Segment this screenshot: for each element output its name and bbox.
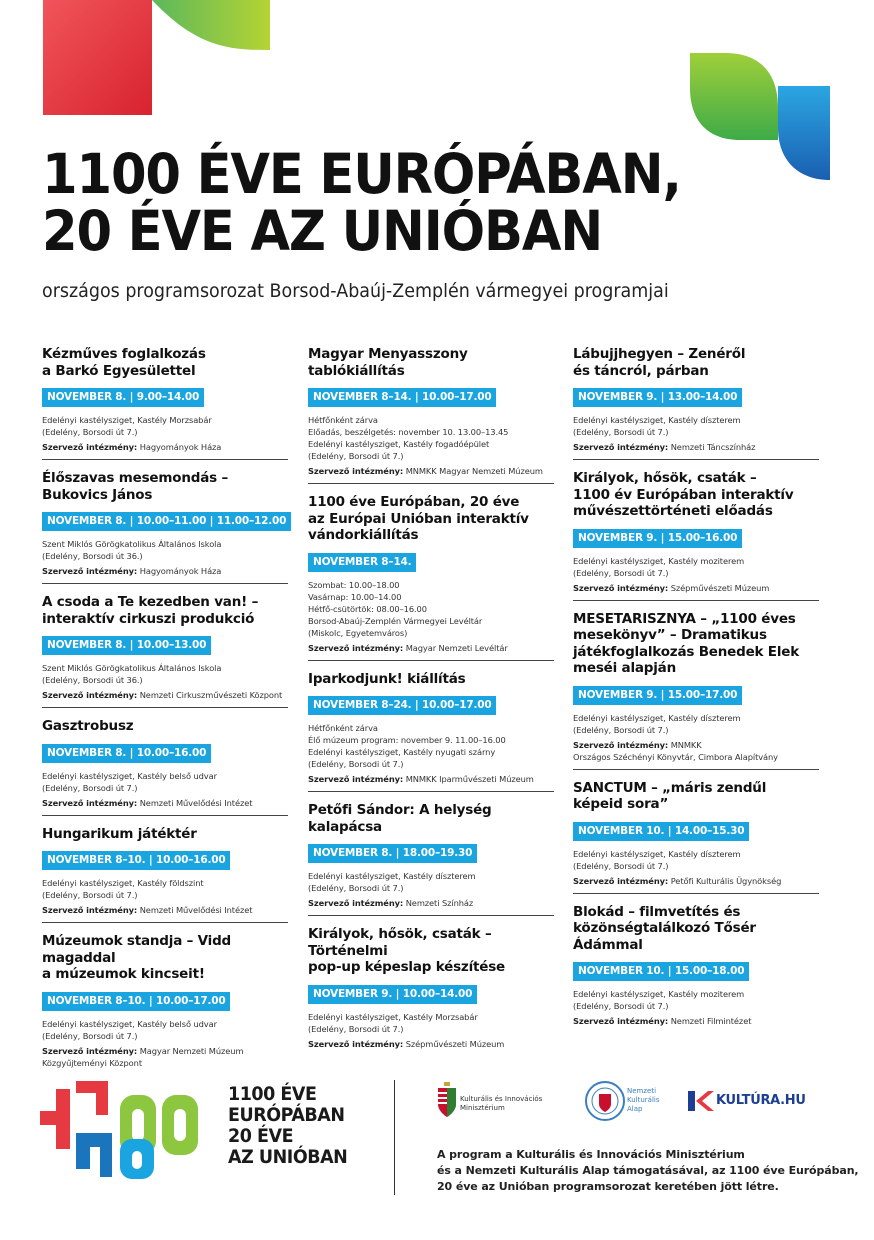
organizer-name: Szépművészeti Múzeum bbox=[405, 1038, 505, 1049]
program-column-1 bbox=[42, 346, 288, 1085]
event-location: Hétfőnként zárva Élő múzeum program: november 9. 11.00–16.00 Edelényi kastélysziget, Kastély nyugati szárny (Edelény, Borsodi út 7.) bbox=[308, 723, 506, 769]
corner-decoration-top-left bbox=[0, 0, 270, 115]
organizer-name: Nemzeti Filmintézet bbox=[670, 1016, 752, 1026]
event-item bbox=[42, 470, 288, 584]
event-item bbox=[573, 470, 819, 601]
event-title: Iparkodjunk! kiállítás bbox=[308, 670, 466, 687]
event-item bbox=[42, 826, 288, 924]
event-item bbox=[42, 346, 288, 460]
event-date-badge: NOVEMBER 9. | 10.00–14.00 bbox=[308, 985, 477, 1004]
event-date-badge: NOVEMBER 9. | 13.00–14.00 bbox=[573, 388, 742, 407]
event-title: Gasztrobusz bbox=[42, 718, 134, 734]
organizer-label: Szervező intézmény: bbox=[573, 582, 669, 593]
organizer-label: Szervező intézmény: bbox=[573, 739, 669, 750]
program-column-2 bbox=[308, 346, 554, 1066]
organizer-name: Hagyományok Háza bbox=[139, 442, 222, 452]
event-item bbox=[308, 346, 554, 484]
program-column-3 bbox=[573, 346, 819, 1043]
event-date-badge: NOVEMBER 8–24. | 10.00–17.00 bbox=[308, 696, 496, 715]
organizer-label: Szervező intézmény: bbox=[308, 466, 404, 476]
event-location: Szent Miklós Görögkatolikus Általános Iskola (Edelény, Borsodi út 36.) bbox=[42, 539, 222, 561]
event-date-badge: NOVEMBER 8–14. | 10.00–17.00 bbox=[308, 388, 496, 407]
event-date-badge: NOVEMBER 8–10. | 10.00–17.00 bbox=[42, 992, 230, 1011]
organizer-label: Szervező intézmény: bbox=[42, 690, 138, 700]
coat-of-arms-icon bbox=[437, 1082, 457, 1118]
event-item bbox=[573, 780, 819, 894]
kultura-logo-text: KULTÚRA.HU bbox=[716, 1093, 806, 1108]
organizer-label: Szervező intézmény: bbox=[573, 1016, 669, 1026]
page-title bbox=[42, 142, 681, 263]
organizer-label: Szervező intézmény: bbox=[573, 442, 669, 452]
event-item bbox=[308, 671, 554, 793]
organizer-name: Nemzeti Művelődési Intézet bbox=[139, 797, 253, 808]
event-organizer bbox=[308, 1038, 554, 1050]
event-title: Petőfi Sándor: A helység kalapácsa bbox=[308, 802, 492, 835]
organizer-name: Nemzeti Táncszínház bbox=[670, 442, 756, 452]
organizer-name: MNMKK Magyar Nemzeti Múzeum bbox=[405, 466, 543, 476]
event-title: 1100 éve Európában, 20 éve az Európai Unióban interaktív vándorkiállítás bbox=[308, 494, 529, 543]
event-organizer bbox=[42, 689, 288, 701]
event-location: Szombat: 10.00–18.00 Vasárnap: 10.00–14.00 Hétfő-csütörtök: 08.00–16.00 Borsod-Abaúj-Zemplén Vármegyei Levéltár (Miskolc, Egyetemváros) bbox=[308, 579, 483, 638]
footer-divider bbox=[394, 1080, 395, 1195]
event-item bbox=[573, 611, 819, 770]
event-item bbox=[42, 718, 288, 816]
event-title: Élőszavas mesemondás – Bukovics János bbox=[42, 470, 228, 503]
event-date-badge: NOVEMBER 10. | 14.00–15.30 bbox=[573, 822, 749, 841]
nka-emblem-icon bbox=[585, 1080, 625, 1122]
event-location: Edelényi kastélysziget, Kastély belső udvar (Edelény, Borsodi út 7.) bbox=[42, 1018, 217, 1041]
corner-decoration-top-right bbox=[690, 48, 830, 183]
organizer-name: Hagyományok Háza bbox=[139, 566, 222, 576]
event-organizer bbox=[308, 897, 554, 909]
title-line-1: 1100 ÉVE EURÓPÁBAN, bbox=[42, 142, 681, 206]
event-location: Edelényi kastélysziget, Kastély díszterem (Edelény, Borsodi út 7.) bbox=[573, 848, 741, 871]
event-date-badge: NOVEMBER 8. | 10.00–13.00 bbox=[42, 636, 211, 655]
organizer-label: Szervező intézmény: bbox=[308, 898, 404, 908]
event-location: Edelényi kastélysziget, Kastély belső udvar (Edelény, Borsodi út 7.) bbox=[42, 770, 217, 793]
event-location: Edelényi kastélysziget, Kastély moziterem (Edelény, Borsodi út 7.) bbox=[573, 989, 745, 1011]
event-title: Királyok, hősök, csaták – Történelmi pop-up képeslap készítése bbox=[308, 926, 505, 975]
event-location: Edelényi kastélysziget, Kastély díszterem (Edelény, Borsodi út 7.) bbox=[573, 415, 741, 437]
event-title: Hungarikum játéktér bbox=[42, 825, 197, 842]
organizer-name: Szépművészeti Múzeum bbox=[670, 582, 770, 593]
event-item bbox=[308, 494, 554, 661]
organizer-name: Petőfi Kulturális Ügynökség bbox=[670, 875, 782, 886]
event-organizer bbox=[308, 465, 554, 477]
event-item bbox=[573, 346, 819, 460]
program-logo-text: 1100 ÉVE EURÓPÁBAN 20 ÉVE AZ UNIÓBAN bbox=[228, 1083, 348, 1168]
event-organizer bbox=[573, 441, 819, 453]
event-organizer bbox=[42, 565, 288, 577]
event-organizer bbox=[42, 797, 288, 809]
organizer-label: Szervező intézmény: bbox=[573, 875, 669, 886]
event-item bbox=[308, 802, 554, 916]
event-title: Blokád – filmvetítés és közönségtalálkozó Tősér Ádámmal bbox=[573, 903, 756, 953]
event-date-badge: NOVEMBER 8. | 9.00–14.00 bbox=[42, 388, 204, 407]
organizer-label: Szervező intézmény: bbox=[42, 797, 138, 808]
organizer-label: Szervező intézmény: bbox=[308, 774, 404, 784]
event-title: Királyok, hősök, csaták – 1100 év Európában interaktív művészettörténeti előadás bbox=[573, 470, 794, 519]
event-organizer bbox=[42, 1045, 288, 1069]
event-title: Kézműves foglalkozás a Barkó Egyesülettel bbox=[42, 346, 206, 379]
organizer-name: Nemzeti Színház bbox=[405, 898, 474, 908]
nka-logo-text: Nemzeti Kulturális Alap bbox=[627, 1087, 660, 1113]
event-organizer bbox=[308, 642, 554, 654]
organizer-name: Magyar Nemzeti Levéltár bbox=[405, 642, 508, 653]
event-title: Magyar Menyasszony tablókiállítás bbox=[308, 346, 468, 379]
organizer-name: Nemzeti Cirkuszművészeti Központ bbox=[139, 690, 283, 700]
organizer-label: Szervező intézmény: bbox=[42, 566, 138, 576]
event-location: Edelényi kastélysziget, Kastély díszterem (Edelény, Borsodi út 7.) bbox=[573, 712, 741, 735]
event-date-badge: NOVEMBER 9. | 15.00–17.00 bbox=[573, 686, 742, 705]
event-date-badge: NOVEMBER 10. | 15.00–18.00 bbox=[573, 962, 749, 981]
event-item bbox=[42, 594, 288, 708]
event-location: Szent Miklós Görögkatolikus Általános Iskola (Edelény, Borsodi út 36.) bbox=[42, 663, 222, 685]
event-organizer bbox=[42, 441, 288, 453]
event-location: Edelényi kastélysziget, Kastély földszint (Edelény, Borsodi út 7.) bbox=[42, 878, 204, 900]
event-title: SANCTUM – „máris zendűl képeid sora” bbox=[573, 779, 767, 812]
event-organizer bbox=[573, 739, 819, 763]
organizer-label: Szervező intézmény: bbox=[308, 1038, 404, 1049]
organizer-label: Szervező intézmény: bbox=[308, 642, 404, 653]
event-date-badge: NOVEMBER 8–14. bbox=[308, 553, 416, 572]
event-organizer bbox=[308, 773, 554, 785]
event-item bbox=[42, 933, 288, 1075]
event-organizer bbox=[573, 875, 819, 887]
event-date-badge: NOVEMBER 8. | 18.00–19.30 bbox=[308, 844, 477, 863]
support-statement: A program a Kulturális és Innovációs Minisztérium és a Nemzeti Kulturális Alap támogatásával, az 1100 éve Európában, 20 éve az Unióban programsorozat keretében jött létre. bbox=[437, 1148, 859, 1193]
event-location: Hétfőnként zárva Előadás, beszélgetés: november 10. 13.00–13.45 Edelényi kastélysziget, Kastély fogadóépület (Edelény, Borsodi út 7.) bbox=[308, 415, 509, 461]
event-location: Edelényi kastélysziget, Kastély Morzsabár (Edelény, Borsodi út 7.) bbox=[308, 1011, 478, 1034]
event-item bbox=[308, 926, 554, 1056]
ministry-logo-text: Kulturális és Innovációs Minisztérium bbox=[460, 1095, 543, 1112]
event-organizer bbox=[573, 582, 819, 594]
event-title: Múzeumok standja – Vidd magaddal a múzeumok kincseit! bbox=[42, 933, 232, 982]
organizer-label: Szervező intézmény: bbox=[42, 905, 138, 915]
event-organizer bbox=[42, 904, 288, 916]
event-location: Edelényi kastélysziget, Kastély Morzsabár (Edelény, Borsodi út 7.) bbox=[42, 415, 212, 437]
event-title: MESETARISZNYA – „1100 éves mesekönyv” – Dramatikus játékfoglalkozás Benedek Elek meséi alapján bbox=[573, 610, 799, 676]
organizer-name: Magyar Nemzeti Múzeum Közgyűjteményi Központ bbox=[42, 1045, 244, 1068]
event-title: Lábujjhegyen – Zenéről és táncról, párban bbox=[573, 346, 746, 379]
organizer-label: Szervező intézmény: bbox=[42, 442, 138, 452]
page-subtitle: országos programsorozat Borsod-Abaúj-Zemplén vármegyei programjai bbox=[42, 280, 669, 302]
event-date-badge: NOVEMBER 8. | 10.00–16.00 bbox=[42, 744, 211, 763]
event-organizer bbox=[573, 1015, 819, 1027]
event-date-badge: NOVEMBER 9. | 15.00–16.00 bbox=[573, 529, 742, 548]
organizer-label: Szervező intézmény: bbox=[42, 1045, 138, 1056]
organizer-name: MNMKK Iparművészeti Múzeum bbox=[405, 774, 534, 784]
program-logo-mark bbox=[40, 1075, 220, 1185]
event-title: A csoda a Te kezedben van! – interaktív cirkuszi produkció bbox=[42, 594, 259, 627]
event-date-badge: NOVEMBER 8–10. | 10.00–16.00 bbox=[42, 851, 230, 870]
organizer-name: MNMKK Országos Széchényi Könyvtár, Cimbora Alapítvány bbox=[573, 739, 778, 762]
event-location: Edelényi kastélysziget, Kastély díszterem (Edelény, Borsodi út 7.) bbox=[308, 871, 476, 893]
event-location: Edelényi kastélysziget, Kastély moziterem (Edelény, Borsodi út 7.) bbox=[573, 555, 745, 578]
event-item bbox=[573, 904, 819, 1034]
organizer-name: Nemzeti Művelődési Intézet bbox=[139, 905, 253, 915]
title-line-2: 20 ÉVE AZ UNIÓBAN bbox=[42, 199, 603, 263]
event-date-badge: NOVEMBER 8. | 10.00–11.00 | 11.00–12.00 bbox=[42, 512, 291, 531]
kultura-k-icon bbox=[688, 1089, 714, 1113]
